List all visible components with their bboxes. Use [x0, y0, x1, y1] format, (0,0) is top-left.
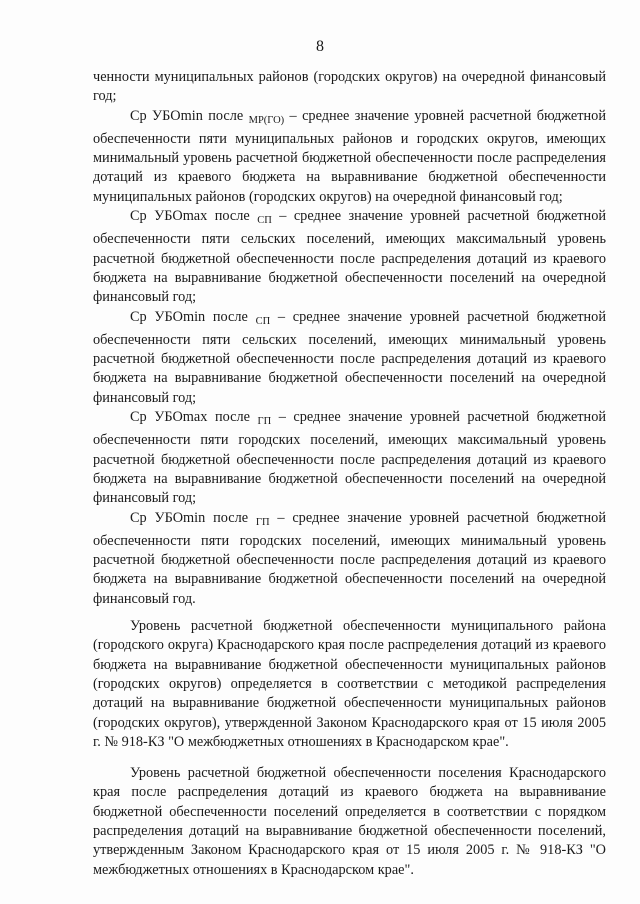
document-body	[93, 68, 606, 880]
definition-min-sp	[93, 308, 606, 408]
definition-subscript: МР(ГО)	[248, 114, 285, 126]
definition-subscript: ГП	[257, 416, 272, 428]
definition-text: – среднее значение уровней расчетной бюджетной обеспеченности пяти городских поселений, имеющих минимальный уровень расчетной бюджетной обеспеченности после распределения дотаций из краевого бюджета на выравнивание бюджетной обеспеченности поселений на очередной финансовый год.	[93, 509, 606, 607]
definition-term: Ср УБОmin после	[130, 308, 256, 325]
definition-text: – среднее значение уровней расчетной бюджетной обеспеченности пяти муниципальных районов и городских округов, имеющих минимальный уровень расчетной бюджетной обеспеченности после распределения дотаций из краевого бюджета на выравнивание бюджетной обеспеченности муниципальных районов (городских округов) на очередной финансовый год;	[93, 107, 606, 205]
definition-term: Ср УБОmax после	[130, 409, 258, 426]
paragraph-municipal-district-level: Уровень расчетной бюджетной обеспеченности муниципального района (городского округа) Краснодарского края после распределения дотаций из краевого бюджета на выравнивание бюджетной обеспеченности муниципальных районов (городских округов) определяется в соответствии с методикой распределения дотаций на выравнивание бюджетной обеспеченности муниципальных районов (городских округов), утвержденной Законом Краснодарского края от 15 июля 2005 г. № 918-КЗ "О межбюджетных отношениях в Краснодарском крае".	[93, 618, 606, 750]
definition-subscript: ГП	[255, 516, 270, 528]
paragraph-continuation: ченности муниципальных районов (городских округов) на очередной финансовый год;	[93, 69, 606, 105]
page-number: 8	[316, 38, 324, 55]
definition-term: Ср УБОmin после	[130, 107, 249, 124]
definition-subscript: СП	[257, 215, 272, 227]
definition-subscript: СП	[255, 315, 271, 327]
definition-term: Ср УБОmin после	[130, 509, 256, 526]
definition-text: – среднее значение уровней расчетной бюджетной обеспеченности пяти городских поселений, имеющих максимальный уровень расчетной бюджетной обеспеченности после распределения дотаций из краевого бюджета на выравнивание бюджетной обеспеченности поселений на очередной финансовый год;	[93, 409, 606, 507]
definition-text: – среднее значение уровней расчетной бюджетной обеспеченности пяти сельских поселений, имеющих минимальный уровень расчетной бюджетной обеспеченности после распределения дотаций из краевого бюджета на выравнивание бюджетной обеспеченности поселений на очередной финансовый год;	[93, 308, 606, 406]
definition-min-mr-go	[93, 107, 606, 207]
definition-term: Ср УБОmax после	[130, 208, 258, 225]
definition-max-gp	[93, 408, 606, 508]
definition-max-sp	[93, 207, 606, 307]
definition-min-gp	[93, 509, 606, 609]
paragraph-settlement-level: Уровень расчетной бюджетной обеспеченности поселения Краснодарского края после распределения дотаций из краевого бюджета на выравнивание бюджетной обеспеченности поселений определяется в соответствии с порядком распределения дотаций на выравнивание бюджетной обеспеченности поселений, утвержденным Законом Краснодарского края от 15 июля 2005 г. № 918-КЗ "О межбюджетных отношениях в Краснодарском крае".	[93, 765, 606, 878]
definition-text: – среднее значение уровней расчетной бюджетной обеспеченности пяти сельских поселений, имеющих максимальный уровень расчетной бюджетной обеспеченности после распределения дотаций из краевого бюджета на выравнивание бюджетной обеспеченности поселений на очередной финансовый год;	[93, 208, 606, 306]
